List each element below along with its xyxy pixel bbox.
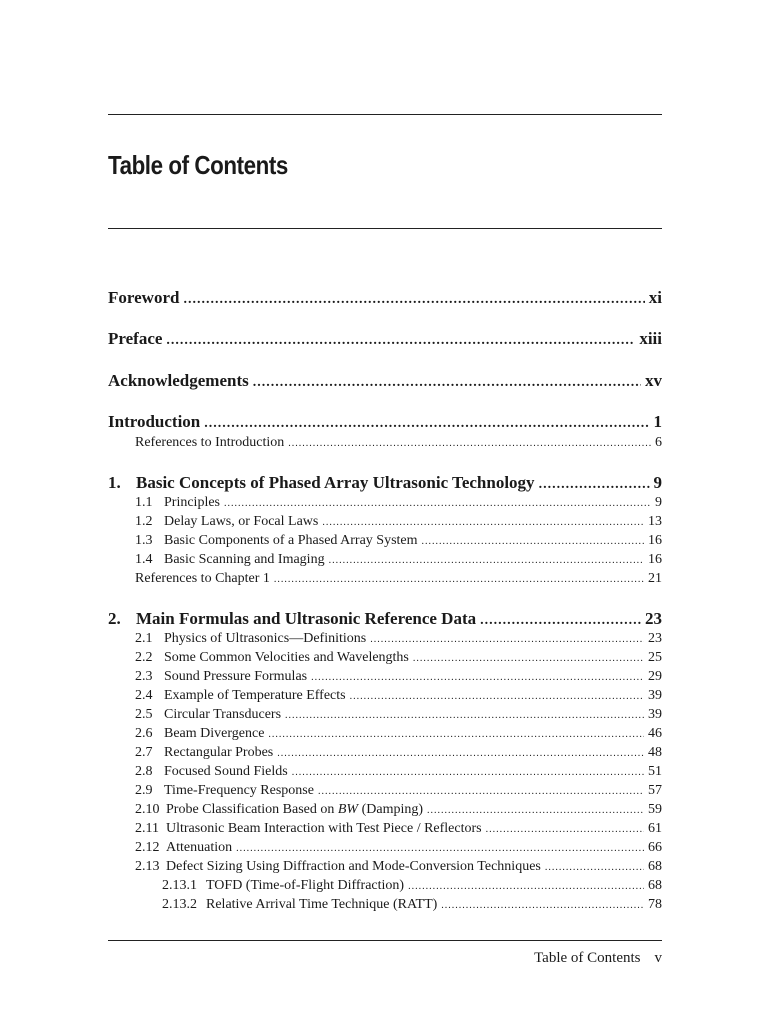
dot-leader <box>285 710 644 721</box>
toc-subentry[interactable] <box>135 514 662 530</box>
toc-entry-preface[interactable] <box>108 329 662 349</box>
entry-label: Basic Concepts of Phased Array Ultrasonic Technology <box>136 473 535 492</box>
toc-subentry[interactable] <box>135 435 662 451</box>
toc-subentry[interactable] <box>135 745 662 761</box>
footer-label: Table of Contents <box>534 950 641 966</box>
dot-leader <box>329 555 644 566</box>
entry-label: Delay Laws, or Focal Laws <box>164 514 319 529</box>
toc-subentry[interactable] <box>135 631 662 647</box>
dot-leader <box>441 900 644 911</box>
entry-page: 9 <box>653 473 662 492</box>
entry-page: xiii <box>639 329 662 348</box>
dot-leader <box>486 824 644 835</box>
entry-page: 25 <box>648 650 662 665</box>
section-number: 2.13 <box>135 859 160 874</box>
entry-page: 16 <box>648 533 662 548</box>
dot-leader <box>318 786 644 797</box>
entry-label: Attenuation <box>166 840 233 855</box>
section-number: 2.12 <box>135 840 160 855</box>
dot-leader <box>370 634 644 645</box>
section-number: 2.13.1 <box>162 878 197 893</box>
entry-page: 29 <box>648 669 662 684</box>
section-number: 2.10 <box>135 802 160 817</box>
entry-page: 51 <box>648 764 662 779</box>
toc-subentry[interactable] <box>135 495 662 511</box>
entry-page: 9 <box>655 495 662 510</box>
toc-subentry[interactable] <box>135 533 662 549</box>
entry-page: 46 <box>648 726 662 741</box>
entry-page: xv <box>645 371 662 390</box>
toc-subentry[interactable] <box>135 840 662 856</box>
entry-label: Beam Divergence <box>164 726 265 741</box>
toc-subsubentry[interactable] <box>162 878 662 894</box>
toc-subentry[interactable] <box>135 802 662 818</box>
section-number: 2.4 <box>135 688 153 703</box>
entry-label: Sound Pressure Formulas <box>164 669 308 684</box>
entry-label: Basic Components of a Phased Array System <box>164 533 418 548</box>
toc-entry-acknowledgements[interactable] <box>108 371 662 391</box>
entry-page: 1 <box>653 412 662 431</box>
entry-label: Focused Sound Fields <box>164 764 288 779</box>
entry-label: Relative Arrival Time Technique (RATT) <box>206 897 438 912</box>
dot-leader <box>288 438 651 449</box>
dot-leader <box>408 881 644 892</box>
entry-label: Time-Frequency Response <box>164 783 314 798</box>
entry-label: Circular Transducers <box>164 707 282 722</box>
entry-label: Rectangular Probes <box>164 745 274 760</box>
entry-label: Basic Scanning and Imaging <box>164 552 325 567</box>
entry-label: Main Formulas and Ultrasonic Reference Data <box>136 609 477 628</box>
footer-page-number: v <box>654 950 662 966</box>
toc-subentry[interactable] <box>135 650 662 666</box>
toc-subentry[interactable] <box>135 821 662 837</box>
section-number: 2.1 <box>135 631 153 646</box>
entry-page: 23 <box>648 631 662 646</box>
dot-leader <box>322 517 644 528</box>
entry-label: Defect Sizing Using Diffraction and Mode-Conversion Techniques <box>166 859 541 874</box>
toc-entry-chapter-2[interactable] <box>108 609 662 629</box>
dot-leader <box>224 498 651 509</box>
toc-subentry[interactable] <box>135 669 662 685</box>
entry-label: Principles <box>164 495 220 510</box>
toc-subentry[interactable] <box>135 571 662 587</box>
entry-label: Preface <box>108 329 163 348</box>
entry-label-emphasis: BW <box>337 802 359 817</box>
dot-leader <box>427 805 644 816</box>
entry-page: 61 <box>648 821 662 836</box>
dot-leader <box>311 672 644 683</box>
entry-label: Foreword <box>108 288 180 307</box>
section-number: 2.6 <box>135 726 153 741</box>
toc-entry-chapter-1[interactable] <box>108 473 662 493</box>
entry-label-post: (Damping) <box>358 802 424 817</box>
entry-label: Acknowledgements <box>108 371 249 390</box>
section-number: 2.7 <box>135 745 153 760</box>
entry-page: 16 <box>648 552 662 567</box>
dot-leader <box>204 416 649 432</box>
section-number: 2.3 <box>135 669 153 684</box>
dot-leader <box>480 613 641 629</box>
dot-leader <box>422 536 644 547</box>
entry-page: 57 <box>648 783 662 798</box>
dot-leader <box>277 748 644 759</box>
chapter-number: 1. <box>108 473 121 492</box>
section-number: 2.9 <box>135 783 153 798</box>
entry-page: 59 <box>648 802 662 817</box>
section-number: 2.11 <box>135 821 159 836</box>
section-number: 1.4 <box>135 552 153 567</box>
page-title: Table of Contents <box>108 150 288 180</box>
entry-page: xi <box>648 288 662 307</box>
dot-leader <box>292 767 644 778</box>
entry-page: 39 <box>648 707 662 722</box>
section-number: 1.1 <box>135 495 153 510</box>
dot-leader <box>236 843 644 854</box>
section-number: 2.13.2 <box>162 897 197 912</box>
entry-page: 68 <box>648 859 662 874</box>
footer-rule <box>108 940 662 941</box>
toc-subsubentry[interactable] <box>162 897 662 913</box>
entry-label: Introduction <box>108 412 201 431</box>
entry-label: Ultrasonic Beam Interaction with Test Piece / Reflectors <box>166 821 482 836</box>
entry-page: 66 <box>648 840 662 855</box>
entry-label: Example of Temperature Effects <box>164 688 346 703</box>
page-footer <box>534 950 662 967</box>
entry-page: 68 <box>648 878 662 893</box>
dot-leader <box>539 477 650 493</box>
dot-leader <box>274 574 644 585</box>
toc-subentry[interactable] <box>135 764 662 780</box>
chapter-number: 2. <box>108 609 121 628</box>
dot-leader <box>413 653 644 664</box>
entry-label: TOFD (Time-of-Flight Diffraction) <box>206 878 405 893</box>
dot-leader <box>166 333 635 349</box>
dot-leader <box>350 691 644 702</box>
toc-entry-introduction[interactable] <box>108 412 662 432</box>
toc-subentry[interactable] <box>135 552 662 568</box>
entry-label-pre: Probe Classification Based on <box>166 802 338 817</box>
section-number: 1.3 <box>135 533 153 548</box>
dot-leader <box>268 729 644 740</box>
dot-leader <box>253 375 641 391</box>
section-number: 1.2 <box>135 514 153 529</box>
toc-subentry[interactable] <box>135 707 662 723</box>
toc-list <box>108 0 662 1024</box>
entry-label: Physics of Ultrasonics—Definitions <box>164 631 367 646</box>
entry-page: 48 <box>648 745 662 760</box>
entry-page: 39 <box>648 688 662 703</box>
toc-subentry[interactable] <box>135 726 662 742</box>
dot-leader <box>545 862 644 873</box>
section-number: 2.5 <box>135 707 153 722</box>
entry-label: References to Chapter 1 <box>135 571 270 586</box>
toc-entry-foreword[interactable] <box>108 288 662 308</box>
entry-page: 13 <box>648 514 662 529</box>
toc-subentry[interactable] <box>135 688 662 704</box>
entry-label: References to Introduction <box>135 435 285 450</box>
toc-subentry[interactable] <box>135 783 662 799</box>
section-number: 2.8 <box>135 764 153 779</box>
entry-page: 78 <box>648 897 662 912</box>
entry-label: Some Common Velocities and Wavelengths <box>164 650 409 665</box>
dot-leader <box>183 292 644 308</box>
entry-page: 23 <box>645 609 662 628</box>
toc-subentry[interactable] <box>135 859 662 875</box>
entry-page: 6 <box>655 435 662 450</box>
entry-page: 21 <box>648 571 662 586</box>
section-number: 2.2 <box>135 650 153 665</box>
